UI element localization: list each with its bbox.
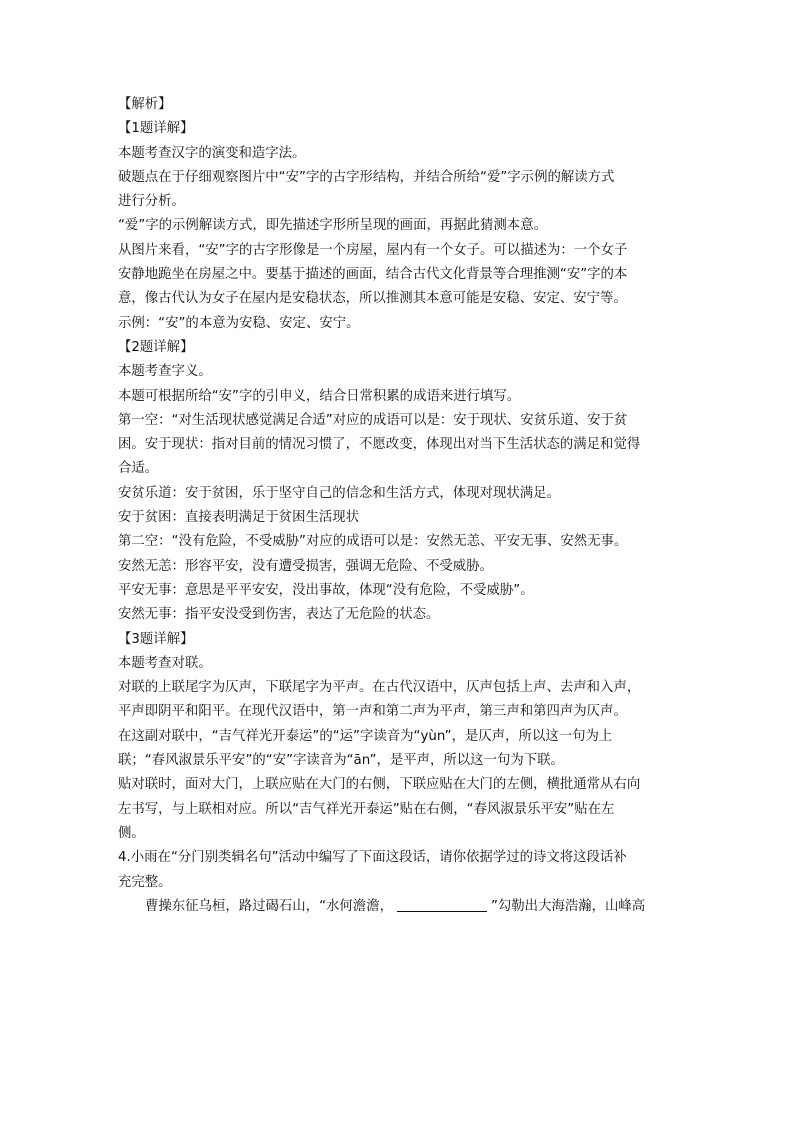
subheading-q3: 【3题详解】	[118, 631, 194, 647]
text-line: 进行分析。	[118, 194, 185, 210]
text-line: 合适。	[118, 461, 159, 477]
question-4-passage	[118, 895, 678, 919]
text-line: 第二空：“没有危险，不受威胁”对应的成语可以是：安然无恙、平安无事、安然无事。	[118, 534, 628, 550]
text-line: 本题考查汉字的演变和造字法。	[118, 145, 306, 161]
text-line: 示例：“安”的本意为安稳、安定、安宁。	[118, 315, 360, 331]
text-line: 安于贫困：直接表明满足于贫困生活现状	[118, 510, 360, 526]
text-line: 平声即阴平和阳平。在现代汉语中，第一声和第二声为平声，第三声和第四声为仄声。	[118, 704, 627, 720]
text-line: 安贫乐道：安于贫困，乐于坚守自己的信念和生活方式，体现对现状满足。	[118, 485, 560, 501]
text-line: 本题可根据所给“安”字的引申义，结合日常积累的成语来进行填写。	[118, 388, 521, 404]
fill-in-blank[interactable]	[397, 897, 487, 912]
text-line: 本题考查字义。	[118, 364, 212, 380]
text-line: 在这副对联中，“吉气祥光开泰运”的“运”字读音为“yùn”，是仄声，所以这一句为上	[118, 728, 613, 744]
text-line: 平安无事：意思是平平安安，没出事故，体现“没有危险，不受威胁”。	[118, 582, 534, 598]
text-line: 安然无事：指平安没受到伤害，表达了无危险的状态。	[118, 607, 440, 623]
text-line: 第一空：“对生活现状感觉满足合适”对应的成语可以是：安于现状、安贫乐道、安于贫	[118, 412, 628, 428]
text-line: 破题点在于仔细观察图片中“安”字的古字形结构，并结合所给“爱”字示例的解读方式	[118, 169, 615, 185]
subheading-q2: 【2题详解】	[118, 339, 194, 355]
text-line: 联；“春风淑景乐平安”的“安”字读音为“ān”，是平声，所以这一句为下联。	[118, 753, 564, 769]
text-line: 贴对联时，面对大门，上联应贴在大门的右侧，下联应贴在大门的左侧，横批通常从右向	[118, 777, 641, 793]
text-line: 困。安于现状：指对目前的情况习惯了，不愿改变，体现出对当下生活状态的满足和觉得	[118, 437, 641, 453]
analysis-text	[118, 93, 678, 919]
question-4-prompt: 4.小雨在“分门别类辑名句”活动中编写了下面这段话，请你依据学过的诗文将这段话补	[118, 850, 627, 866]
text-line: 本题考查对联。	[118, 655, 212, 671]
section-heading-analysis: 【解析】	[118, 97, 172, 112]
text-line: 左书写，与上联相对应。所以“吉气祥光开泰运”贴在右侧，“春风淑景乐平安”贴在左	[118, 801, 615, 817]
subheading-q1: 【1题详解】	[118, 121, 194, 137]
text-line: 安然无恙：形容平安，没有遭受损害，强调无危险、不受威胁。	[118, 558, 493, 574]
question-4-prompt-cont: 充完整。	[118, 874, 172, 890]
passage-after-blank: ”勾勒出大海浩瀚，山峰高	[490, 898, 646, 914]
text-line: 安静地跪坐在房屋之中。要基于描述的画面，结合古代文化背景等合理推测“安”字的本	[118, 267, 628, 283]
text-line: “爱”字的示例解读方式，即先描述字形所呈现的画面，再据此猜测本意。	[118, 218, 547, 234]
passage-before-blank: 曹操东征乌桓，路过碣石山，“水何澹澹，	[145, 898, 393, 914]
text-line: 意，像古代认为女子在屋内是安稳状态，所以推测其本意可能是安稳、安定、安宁等。	[118, 291, 627, 307]
text-line: 侧。	[118, 825, 145, 841]
text-line: 对联的上联尾字为仄声，下联尾字为平声。在古代汉语中，仄声包括上声、去声和入声，	[118, 680, 641, 696]
text-line: 从图片来看，“安”字的古字形像是一个房屋，屋内有一个女子。可以描述为：一个女子	[118, 242, 628, 258]
